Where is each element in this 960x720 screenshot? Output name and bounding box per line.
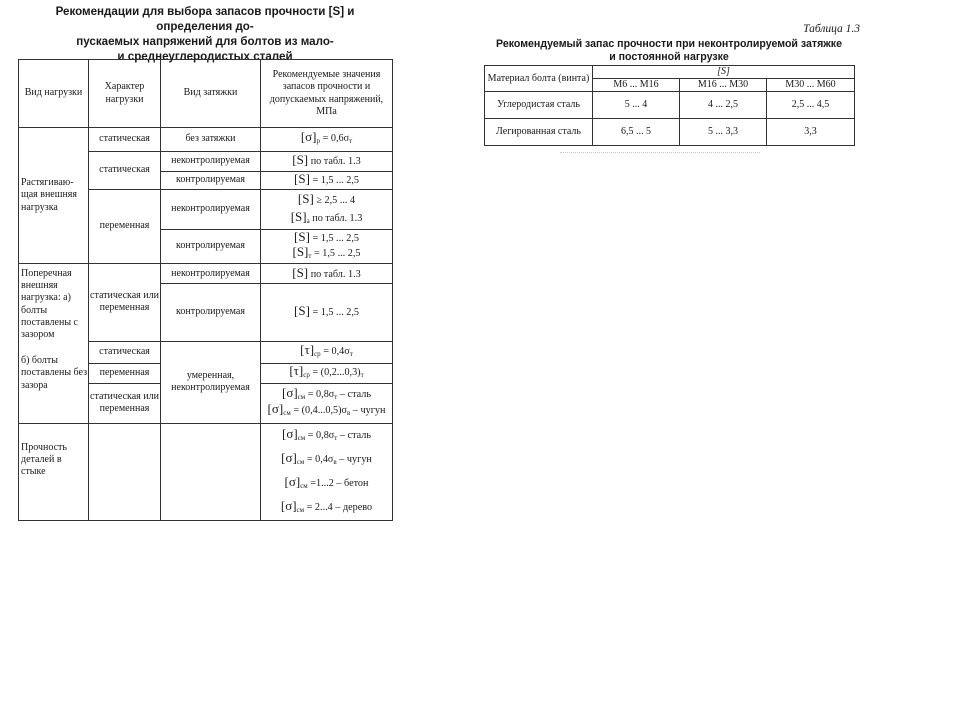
tightening-cell: неконтролируемая bbox=[161, 264, 261, 284]
header-recommended: Рекомендуемые значения запасов прочности и допускаемых напряжений, МПа bbox=[261, 60, 393, 128]
symbol-s: [S] bbox=[294, 171, 310, 187]
left-title-line-3: и среднеуглеродистых сталей bbox=[117, 50, 293, 63]
header-load-type: Вид нагрузки bbox=[19, 60, 89, 128]
subscript: в bbox=[333, 457, 337, 466]
value-cell: 6,5 ... 5 bbox=[593, 119, 680, 146]
tightening-cell bbox=[161, 423, 261, 520]
table-header-row bbox=[19, 60, 393, 128]
formula-suffix: – бетон bbox=[336, 477, 369, 489]
symbol-s: [S] bbox=[294, 303, 310, 319]
formula: по табл. 1.3 bbox=[310, 268, 361, 280]
header-size: М30 ... М60 bbox=[767, 79, 855, 92]
table-row bbox=[19, 423, 393, 520]
formula: =1...2 bbox=[310, 477, 334, 489]
value-cell bbox=[261, 172, 393, 190]
subscript: ср bbox=[303, 371, 310, 380]
formula: = 0,8σ bbox=[307, 389, 335, 401]
character-cell: переменная bbox=[89, 190, 161, 264]
symbol-sigma: [σ] bbox=[282, 385, 298, 401]
value-cell: 5 ... 4 bbox=[593, 92, 680, 119]
formula: = 0,6σ bbox=[322, 133, 350, 145]
value-cell bbox=[261, 264, 393, 284]
tightening-cell: умеренная, неконтролируемая bbox=[161, 341, 261, 423]
tightening-cell: без затяжки bbox=[161, 128, 261, 152]
value-cell bbox=[261, 423, 393, 520]
header-size: М16 ... М30 bbox=[680, 79, 767, 92]
left-title-line-2: пускаемых напряжений для болтов из мало- bbox=[76, 35, 334, 48]
value-cell: 3,3 bbox=[767, 119, 855, 146]
value-cell bbox=[261, 152, 393, 172]
group-transverse-a: Поперечная внешняя нагрузка: а) болты поставлены с зазором bbox=[19, 264, 89, 342]
symbol-sigma: [σ] bbox=[280, 497, 297, 513]
subscript: см bbox=[296, 457, 305, 466]
subscript: т bbox=[334, 393, 338, 402]
formula: = 0,4σ bbox=[306, 453, 334, 465]
subscript: см bbox=[300, 481, 308, 490]
header-tightening: Вид затяжки bbox=[161, 60, 261, 128]
subscript: в bbox=[347, 409, 351, 418]
table-row bbox=[485, 92, 855, 119]
value-cell: 2,5 ... 4,5 bbox=[767, 92, 855, 119]
value-cell bbox=[261, 190, 393, 210]
value-cell bbox=[261, 230, 393, 264]
character-cell: статическая bbox=[89, 152, 161, 190]
subscript: a bbox=[306, 217, 310, 226]
character-cell: переменная bbox=[89, 363, 161, 383]
table-row bbox=[485, 119, 855, 146]
formula-suffix: – сталь bbox=[339, 429, 371, 441]
formula: = 0,4σ bbox=[323, 346, 350, 358]
formula-suffix: – чугун bbox=[339, 453, 372, 465]
value-cell: 4 ... 2,5 bbox=[680, 92, 767, 119]
table-row bbox=[19, 128, 393, 152]
subscript: p bbox=[316, 137, 321, 146]
subscript: т bbox=[349, 137, 353, 146]
value-cell bbox=[261, 383, 393, 423]
symbol-sigma: [σ] bbox=[282, 425, 298, 441]
header-s-label: [S] bbox=[717, 66, 730, 77]
subscript: т bbox=[360, 371, 364, 380]
table-header-row bbox=[485, 66, 855, 79]
value-cell: 5 ... 3,3 bbox=[680, 119, 767, 146]
safety-factor-table bbox=[18, 59, 393, 521]
character-cell: статическая bbox=[89, 341, 161, 363]
group-transverse-b: б) болты поставлены без зазора bbox=[19, 341, 89, 423]
tightening-cell: контролируемая bbox=[161, 172, 261, 190]
table-row bbox=[19, 264, 393, 284]
character-cell: статическая или переменная bbox=[89, 264, 161, 342]
symbol-s: [S] bbox=[290, 209, 307, 225]
formula: по табл. 1.3 bbox=[312, 213, 363, 225]
material-cell: Углеродистая сталь bbox=[485, 92, 593, 119]
header-s bbox=[593, 66, 855, 79]
safety-factor-table-1-3 bbox=[484, 65, 855, 146]
character-cell bbox=[89, 423, 161, 520]
header-load-character: Характер нагрузки bbox=[89, 60, 161, 128]
character-cell: статическая bbox=[89, 128, 161, 152]
character-cell: статическая или переменная bbox=[89, 383, 161, 423]
divider bbox=[560, 152, 760, 154]
right-table-title bbox=[484, 38, 854, 64]
header-material: Материал болта (винта) bbox=[485, 66, 593, 92]
formula: = 1,5 ... 2,5 bbox=[312, 175, 359, 187]
subscript: см bbox=[283, 409, 291, 418]
symbol-s: [S] bbox=[292, 264, 309, 280]
formula: ≥ 2,5 ... 4 bbox=[316, 194, 356, 206]
symbol-s: [S] bbox=[292, 152, 309, 168]
formula: по табл. 1.3 bbox=[310, 156, 361, 168]
formula: = 0,8σ bbox=[307, 429, 335, 441]
header-size: М6 ... М16 bbox=[593, 79, 680, 92]
symbol-s: [S] bbox=[294, 229, 310, 245]
tightening-cell: неконтролируемая bbox=[161, 152, 261, 172]
group-tensile: Растягиваю-щая внешняя нагрузка bbox=[19, 128, 89, 264]
subscript: см bbox=[296, 505, 305, 514]
left-title-line-1: Рекомендации для выбора запасов прочности [S] и определения до- bbox=[55, 5, 355, 33]
right-title-line-2: и постоянной нагрузке bbox=[609, 51, 729, 63]
formula: = 2...4 bbox=[306, 501, 333, 513]
material-cell: Легированная сталь bbox=[485, 119, 593, 146]
symbol-sigma: [σ] bbox=[300, 129, 317, 145]
symbol-sigma: [σ] bbox=[267, 401, 284, 417]
symbol-s: [S] bbox=[297, 190, 314, 206]
subscript: т bbox=[334, 433, 338, 442]
formula: = (0,2...0,3) bbox=[312, 367, 361, 379]
right-title-line-1: Рекомендуемый запас прочности при неконтролируемой затяжке bbox=[496, 38, 842, 50]
table-row bbox=[19, 341, 393, 363]
formula-suffix: – дерево bbox=[335, 501, 373, 513]
symbol-sigma: [σ] bbox=[281, 449, 297, 465]
formula: = 1,5 ... 2,5 bbox=[314, 247, 361, 259]
tightening-cell: контролируемая bbox=[161, 230, 261, 264]
formula: = 1,5 ... 2,5 bbox=[312, 233, 359, 245]
formula-suffix: – сталь bbox=[339, 389, 371, 401]
tightening-cell: контролируемая bbox=[161, 284, 261, 341]
value-cell bbox=[261, 128, 393, 152]
formula: = (0,4...0,5)σ bbox=[293, 405, 347, 417]
subscript: т bbox=[349, 350, 353, 359]
formula: = 1,5 ... 2,5 bbox=[312, 307, 359, 319]
value-cell bbox=[261, 210, 393, 230]
table-number: Таблица 1.3 bbox=[803, 23, 860, 35]
value-cell bbox=[261, 341, 393, 363]
symbol-tau: [τ] bbox=[289, 363, 304, 379]
left-table-title bbox=[18, 4, 392, 64]
tightening-cell: неконтролируемая bbox=[161, 190, 261, 230]
symbol-sigma: [σ] bbox=[284, 473, 301, 489]
subscript: т bbox=[308, 251, 312, 260]
group-joint: Прочность деталей в стыке bbox=[19, 423, 89, 520]
subscript: ср bbox=[314, 350, 321, 359]
value-cell bbox=[261, 363, 393, 383]
symbol-s: [S] bbox=[292, 243, 309, 259]
subscript: см bbox=[297, 433, 306, 442]
symbol-tau: [τ] bbox=[300, 342, 315, 358]
subscript: см bbox=[297, 393, 306, 402]
value-cell bbox=[261, 284, 393, 341]
formula-suffix: – чугун bbox=[352, 405, 386, 417]
